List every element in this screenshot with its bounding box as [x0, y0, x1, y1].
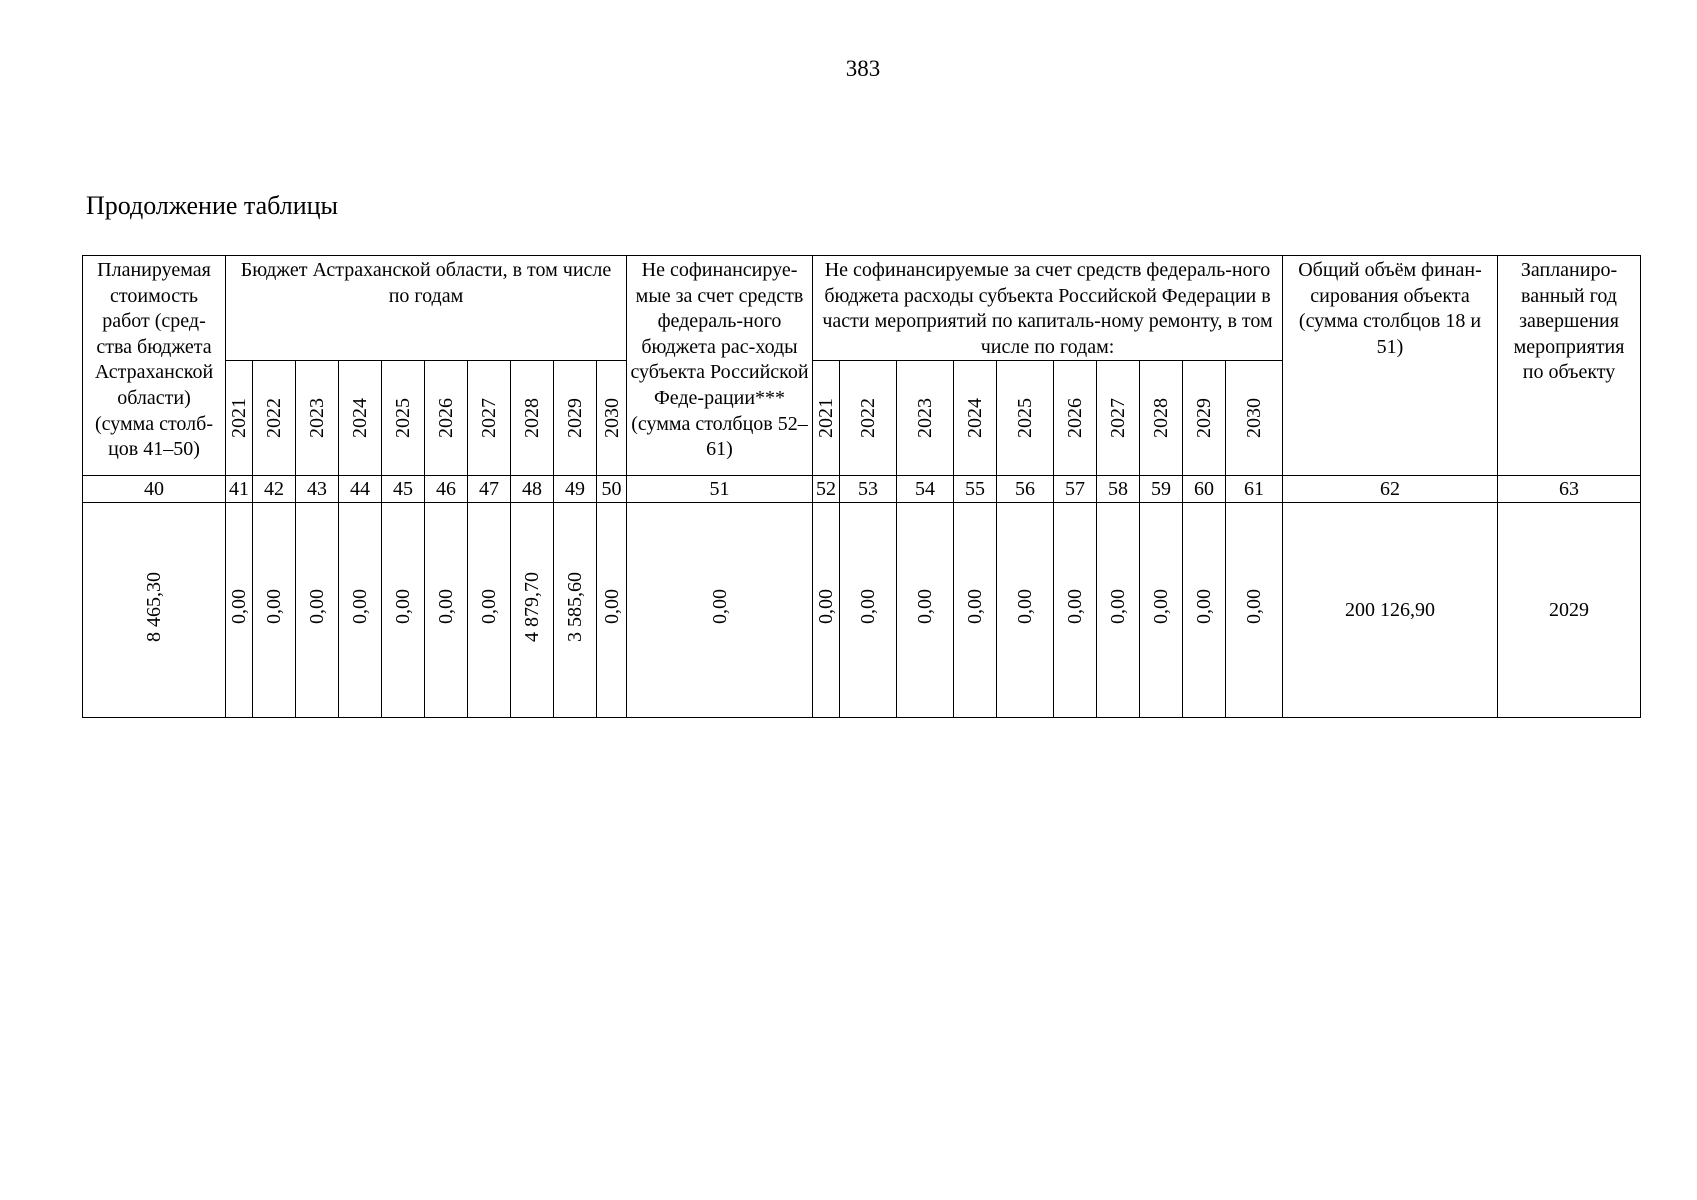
- cell-non-cofinanced-year-text: 0,00: [914, 589, 936, 625]
- column-number: 62: [1283, 476, 1498, 503]
- header-non-cofinanced-year: [1226, 361, 1283, 476]
- header-regional-year-text: 2028: [521, 397, 543, 438]
- header-regional-year-text: 2022: [263, 397, 285, 438]
- budget-table: [82, 255, 1641, 718]
- header-regional-year-text: 2024: [349, 397, 371, 438]
- cell-non-cofinanced-year-text: 0,00: [815, 589, 837, 625]
- column-number: 53: [840, 476, 897, 503]
- header-non-cofinanced-year: [840, 361, 897, 476]
- header-regional-year-text: 2023: [306, 397, 328, 438]
- column-number: 41: [226, 476, 253, 503]
- cell-planned-cost-text: 8 465,30: [143, 571, 165, 642]
- cell-regional-budget-year-text: 0,00: [392, 589, 414, 625]
- header-non-cofinanced-year-text: 2027: [1107, 397, 1129, 438]
- header-regional-year: [597, 361, 627, 476]
- cell-non-cofinanced-year: [1183, 503, 1226, 718]
- header-non-cofinanced-year: [1183, 361, 1226, 476]
- header-non-cofinanced-year-text: 2024: [964, 397, 986, 438]
- column-number: 48: [511, 476, 554, 503]
- cell-non-cofinanced-year: [1226, 503, 1283, 718]
- column-number: 50: [597, 476, 627, 503]
- cell-regional-budget-year: [382, 503, 425, 718]
- column-number: 49: [554, 476, 597, 503]
- header-regional-budget-group: Бюджет Астраханской области, в том числе по годам: [226, 256, 627, 361]
- cell-non-cofinanced-year-text: 0,00: [964, 589, 986, 625]
- cell-non-cofinanced-year: [813, 503, 840, 718]
- cell-non-cofinanced-year: [1097, 503, 1140, 718]
- column-number: 55: [954, 476, 997, 503]
- cell-regional-budget-year: [468, 503, 511, 718]
- header-regional-year: [554, 361, 597, 476]
- page-number: 383: [845, 56, 881, 81]
- header-non-cofinanced-year-text: 2028: [1150, 397, 1172, 438]
- cell-regional-budget-year: [296, 503, 339, 718]
- header-non-cofinanced-year-text: 2029: [1193, 397, 1215, 438]
- header-regional-year-text: 2021: [228, 397, 250, 438]
- header-non-cofinanced-year: [954, 361, 997, 476]
- header-regional-year-text: 2029: [564, 397, 586, 438]
- cell-regional-budget-year-text: 0,00: [435, 589, 457, 625]
- header-non-cofinanced-year-text: 2025: [1014, 397, 1036, 438]
- cell-regional-budget-year: [597, 503, 627, 718]
- cell-regional-budget-year: [425, 503, 468, 718]
- column-number: 46: [425, 476, 468, 503]
- header-completion-year: Запланиро-ванный год завершения мероприятия по объекту: [1498, 256, 1641, 476]
- header-non-cofinanced-year: [1140, 361, 1183, 476]
- table-row: [83, 503, 1641, 718]
- cell-non-cofinanced-year: [840, 503, 897, 718]
- cell-regional-budget-year: [511, 503, 554, 718]
- cell-non-cofinanced-year: [1054, 503, 1097, 718]
- header-non-cofinanced-year-text: 2026: [1064, 397, 1086, 438]
- cell-planned-cost: [83, 503, 226, 718]
- header-regional-year: [468, 361, 511, 476]
- cell-non-cofinanced-year: [1140, 503, 1183, 718]
- column-number: 58: [1097, 476, 1140, 503]
- cell-regional-budget-year-text: 0,00: [306, 589, 328, 625]
- column-number: 60: [1183, 476, 1226, 503]
- header-regional-year-text: 2030: [600, 397, 623, 438]
- header-non-cofinanced-group: Не софинансируемые за счет средств федераль-ного бюджета расходы субъекта Российской Федерации в части мероприятий по капиталь-ному ремонту, в том числе по годам:: [813, 256, 1283, 361]
- cell-regional-budget-year: [554, 503, 597, 718]
- column-number: 59: [1140, 476, 1183, 503]
- cell-non-cofinanced-year-text: 0,00: [1243, 589, 1265, 625]
- column-number: 45: [382, 476, 425, 503]
- cell-total-financing: 200 126,90: [1283, 503, 1498, 718]
- column-number: 44: [339, 476, 382, 503]
- header-regional-year: [425, 361, 468, 476]
- cell-regional-budget-year-text: 0,00: [263, 589, 285, 625]
- header-non-cofinanced-year: [897, 361, 954, 476]
- cell-non-cofinanced-year: [897, 503, 954, 718]
- header-total-financing: Общий объём финан-сирования объекта (сумма столбцов 18 и 51): [1283, 256, 1498, 476]
- header-regional-year: [296, 361, 339, 476]
- cell-non-cofinanced-year-text: 0,00: [857, 589, 879, 625]
- column-number: 57: [1054, 476, 1097, 503]
- cell-non-cofinanced-total: [627, 503, 813, 718]
- cell-regional-budget-year-text: 4 879,70: [521, 571, 543, 642]
- cell-regional-budget-year-text: 0,00: [349, 589, 371, 625]
- cell-regional-budget-year-text: 0,00: [228, 589, 250, 625]
- cell-regional-budget-year-text: 0,00: [478, 589, 500, 625]
- header-regional-year-text: 2025: [392, 397, 414, 438]
- cell-regional-budget-year-text: 3 585,60: [564, 571, 586, 642]
- cell-non-cofinanced-year-text: 0,00: [1150, 589, 1172, 625]
- column-number: 52: [813, 476, 840, 503]
- header-non-cofinanced-year-text: 2030: [1243, 397, 1265, 438]
- continuation-title: Продолжение таблицы: [86, 191, 338, 220]
- header-non-cofinanced-year: [1097, 361, 1140, 476]
- cell-completion-year: 2029: [1498, 503, 1641, 718]
- header-regional-year-text: 2026: [435, 397, 457, 438]
- cell-regional-budget-year: [253, 503, 296, 718]
- header-regional-year: [226, 361, 253, 476]
- cell-non-cofinanced-year: [997, 503, 1054, 718]
- header-non-cofinanced-total: Не софинансируе-мые за счет средств федераль-ного бюджета рас-ходы субъекта Российской Феде-рации*** (сумма столбцов 52–61): [627, 256, 813, 476]
- header-non-cofinanced-year: [1054, 361, 1097, 476]
- header-non-cofinanced-year: [997, 361, 1054, 476]
- column-number: 47: [468, 476, 511, 503]
- cell-non-cofinanced-year-text: 0,00: [1193, 589, 1215, 625]
- header-planned-cost: Планируемая стоимость работ (сред-ства бюджета Астраханской области) (сумма столб-цов 41–50): [83, 256, 226, 476]
- column-number: 56: [997, 476, 1054, 503]
- column-number: 40: [83, 476, 226, 503]
- cell-non-cofinanced-year-text: 0,00: [1064, 589, 1086, 625]
- column-number: 42: [253, 476, 296, 503]
- header-non-cofinanced-year-text: 2021: [815, 397, 837, 438]
- cell-regional-budget-year-text: 0,00: [600, 589, 623, 625]
- cell-regional-budget-year: [339, 503, 382, 718]
- column-number: 63: [1498, 476, 1641, 503]
- header-regional-year: [382, 361, 425, 476]
- cell-non-cofinanced-total-text: 0,00: [708, 589, 731, 625]
- header-regional-year: [339, 361, 382, 476]
- header-regional-year: [511, 361, 554, 476]
- header-regional-year-text: 2027: [478, 397, 500, 438]
- cell-non-cofinanced-year-text: 0,00: [1107, 589, 1129, 625]
- column-number: 54: [897, 476, 954, 503]
- header-non-cofinanced-year-text: 2022: [857, 397, 879, 438]
- column-number: 61: [1226, 476, 1283, 503]
- column-number: 51: [627, 476, 813, 503]
- column-number: 43: [296, 476, 339, 503]
- cell-non-cofinanced-year: [954, 503, 997, 718]
- header-non-cofinanced-year: [813, 361, 840, 476]
- header-regional-year: [253, 361, 296, 476]
- cell-non-cofinanced-year-text: 0,00: [1014, 589, 1036, 625]
- header-non-cofinanced-year-text: 2023: [914, 397, 936, 438]
- cell-regional-budget-year: [226, 503, 253, 718]
